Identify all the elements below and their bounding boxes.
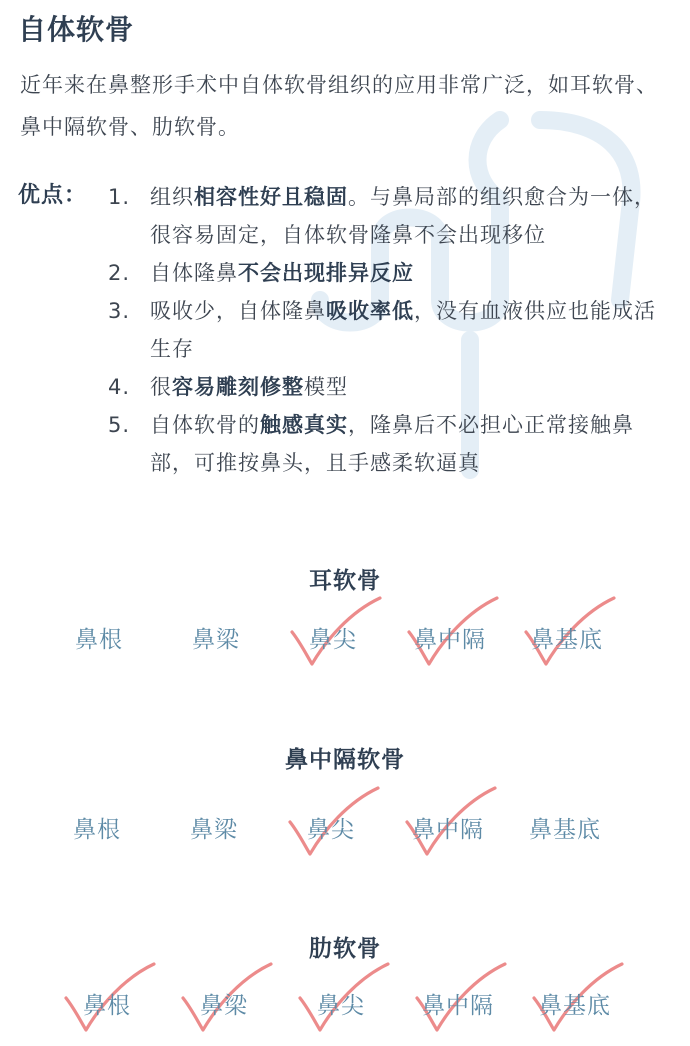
item-text: ，隆鼻后不必担心正常接触鼻部，可推按鼻头，且手感柔软逼真 (150, 413, 634, 475)
site-cell (510, 802, 620, 862)
site-cell (393, 802, 503, 862)
site-cell (403, 978, 513, 1038)
site-cell (520, 978, 630, 1038)
site-label: 鼻梁 (200, 993, 248, 1019)
site-cell (52, 978, 162, 1038)
site-label: 鼻尖 (317, 993, 365, 1019)
item-number: 3. (108, 299, 131, 323)
site-label: 鼻梁 (190, 817, 238, 843)
site-cell (276, 802, 386, 862)
item-highlight: 相容性好且稳固 (194, 185, 348, 209)
site-cell (395, 612, 505, 672)
item-number: 5. (108, 413, 131, 437)
site-label: 鼻基底 (539, 993, 611, 1019)
group-title-ear-cartilage: 耳软骨 (309, 568, 381, 594)
site-label: 鼻基底 (529, 817, 601, 843)
site-label: 鼻根 (75, 627, 123, 653)
advantages-label: 优点： (18, 183, 88, 208)
site-cell (286, 978, 396, 1038)
site-cell (159, 802, 269, 862)
group-title-rib-cartilage: 肋软骨 (309, 936, 381, 962)
site-label: 鼻中隔 (414, 627, 486, 653)
advantage-item (108, 406, 668, 482)
site-cell (278, 612, 388, 672)
advantage-item (108, 178, 668, 254)
page-title: 自体软骨 (18, 13, 135, 46)
advantage-item (108, 254, 668, 292)
item-highlight: 不会出现排异反应 (238, 261, 414, 285)
site-label: 鼻根 (83, 993, 131, 1019)
site-cell (161, 612, 271, 672)
item-text: 模型 (304, 375, 348, 399)
site-cell (44, 612, 154, 672)
item-text: ，没有血液供应也能成活生存 (150, 299, 656, 361)
site-label: 鼻尖 (307, 817, 355, 843)
item-highlight: 容易雕刻修整 (172, 375, 304, 399)
site-label: 鼻基底 (531, 627, 603, 653)
item-highlight: 触感真实 (260, 413, 348, 437)
site-label: 鼻尖 (309, 627, 357, 653)
site-cell (42, 802, 152, 862)
intro-paragraph: 近年来在鼻整形手术中自体软骨组织的应用非常广泛，如耳软骨、鼻中隔软骨、肋软骨。 (20, 73, 658, 139)
site-cell (169, 978, 279, 1038)
advantage-item (108, 292, 668, 368)
site-label: 鼻中隔 (422, 993, 494, 1019)
site-label: 鼻根 (73, 817, 121, 843)
item-number: 2. (108, 261, 131, 285)
item-text: 自体隆鼻 (150, 261, 238, 285)
item-text: 组织 (150, 185, 194, 209)
site-label: 鼻中隔 (412, 817, 484, 843)
item-highlight: 吸收率低 (326, 299, 414, 323)
group-title-septal-cartilage: 鼻中隔软骨 (285, 747, 405, 773)
item-text: 吸收少，自体隆鼻 (150, 299, 326, 323)
item-number: 4. (108, 375, 131, 399)
item-number: 1. (108, 185, 131, 209)
advantages-list (108, 178, 668, 482)
item-text: 。与鼻局部的组织愈合为一体，很容易固定，自体软骨隆鼻不会出现移位 (150, 185, 656, 247)
site-cell (512, 612, 622, 672)
item-text: 自体软骨的 (150, 413, 260, 437)
item-text: 很 (150, 375, 172, 399)
advantage-item (108, 368, 668, 406)
site-label: 鼻梁 (192, 627, 240, 653)
